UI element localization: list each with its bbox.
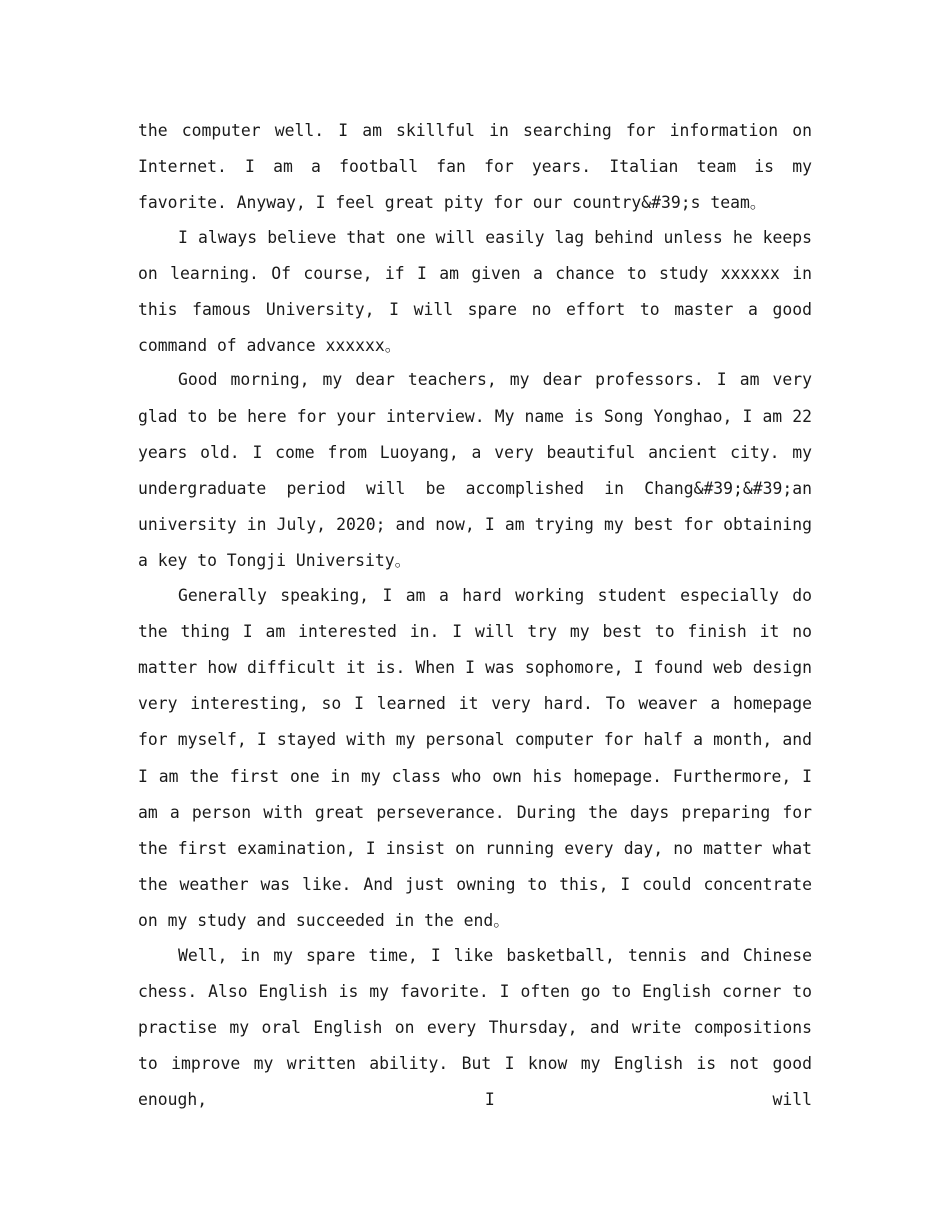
paragraph-1: the computer well. I am skillful in searching for information on Internet. I am a football fan for years. Italian team is my favorite. Anyway, I feel great pity for our country&#39;s team。 <box>138 121 812 213</box>
paragraph-3: Good morning, my dear teachers, my dear professors. I am very glad to be here for your interview. My name is Song Yonghao, I am 22 years old. I come from Luoyang, a very beautiful ancient city. my undergraduate period will be accomplished in Chang&#39;&#39;an university in July, 2020; and now, I am trying my best for obtaining a key to Tongji University。 <box>138 370 812 571</box>
paragraph-4: Generally speaking, I am a hard working student especially do the thing I am interested in. I will try my best to finish it no matter how difficult it is. When I was sophomore, I found web design very interesting, so I learned it very hard. To weaver a homepage for myself, I stayed with my personal computer for half a month, and I am the first one in my class who own his homepage. Furthermore, I am a person with great perseverance. During the days preparing for the first examination, I insist on running every day, no matter what the weather was like. And just owning to this, I could concentrate on my study and succeeded in the end。 <box>138 585 812 931</box>
paragraph-2: I always believe that one will easily lag behind unless he keeps on learning. Of course, if I am given a chance to study xxxxxx in this famous University, I will spare no effort to master a good command of advance xxxxxx。 <box>138 227 812 356</box>
paragraph-5: Well, in my spare time, I like basketball, tennis and Chinese chess. Also English is my favorite. I often go to English corner to practise my oral English on every Thursday, and write compositions to improve my written ability. But I know my English is not good enough, I will <box>138 945 812 1110</box>
document-body <box>138 113 812 1117</box>
